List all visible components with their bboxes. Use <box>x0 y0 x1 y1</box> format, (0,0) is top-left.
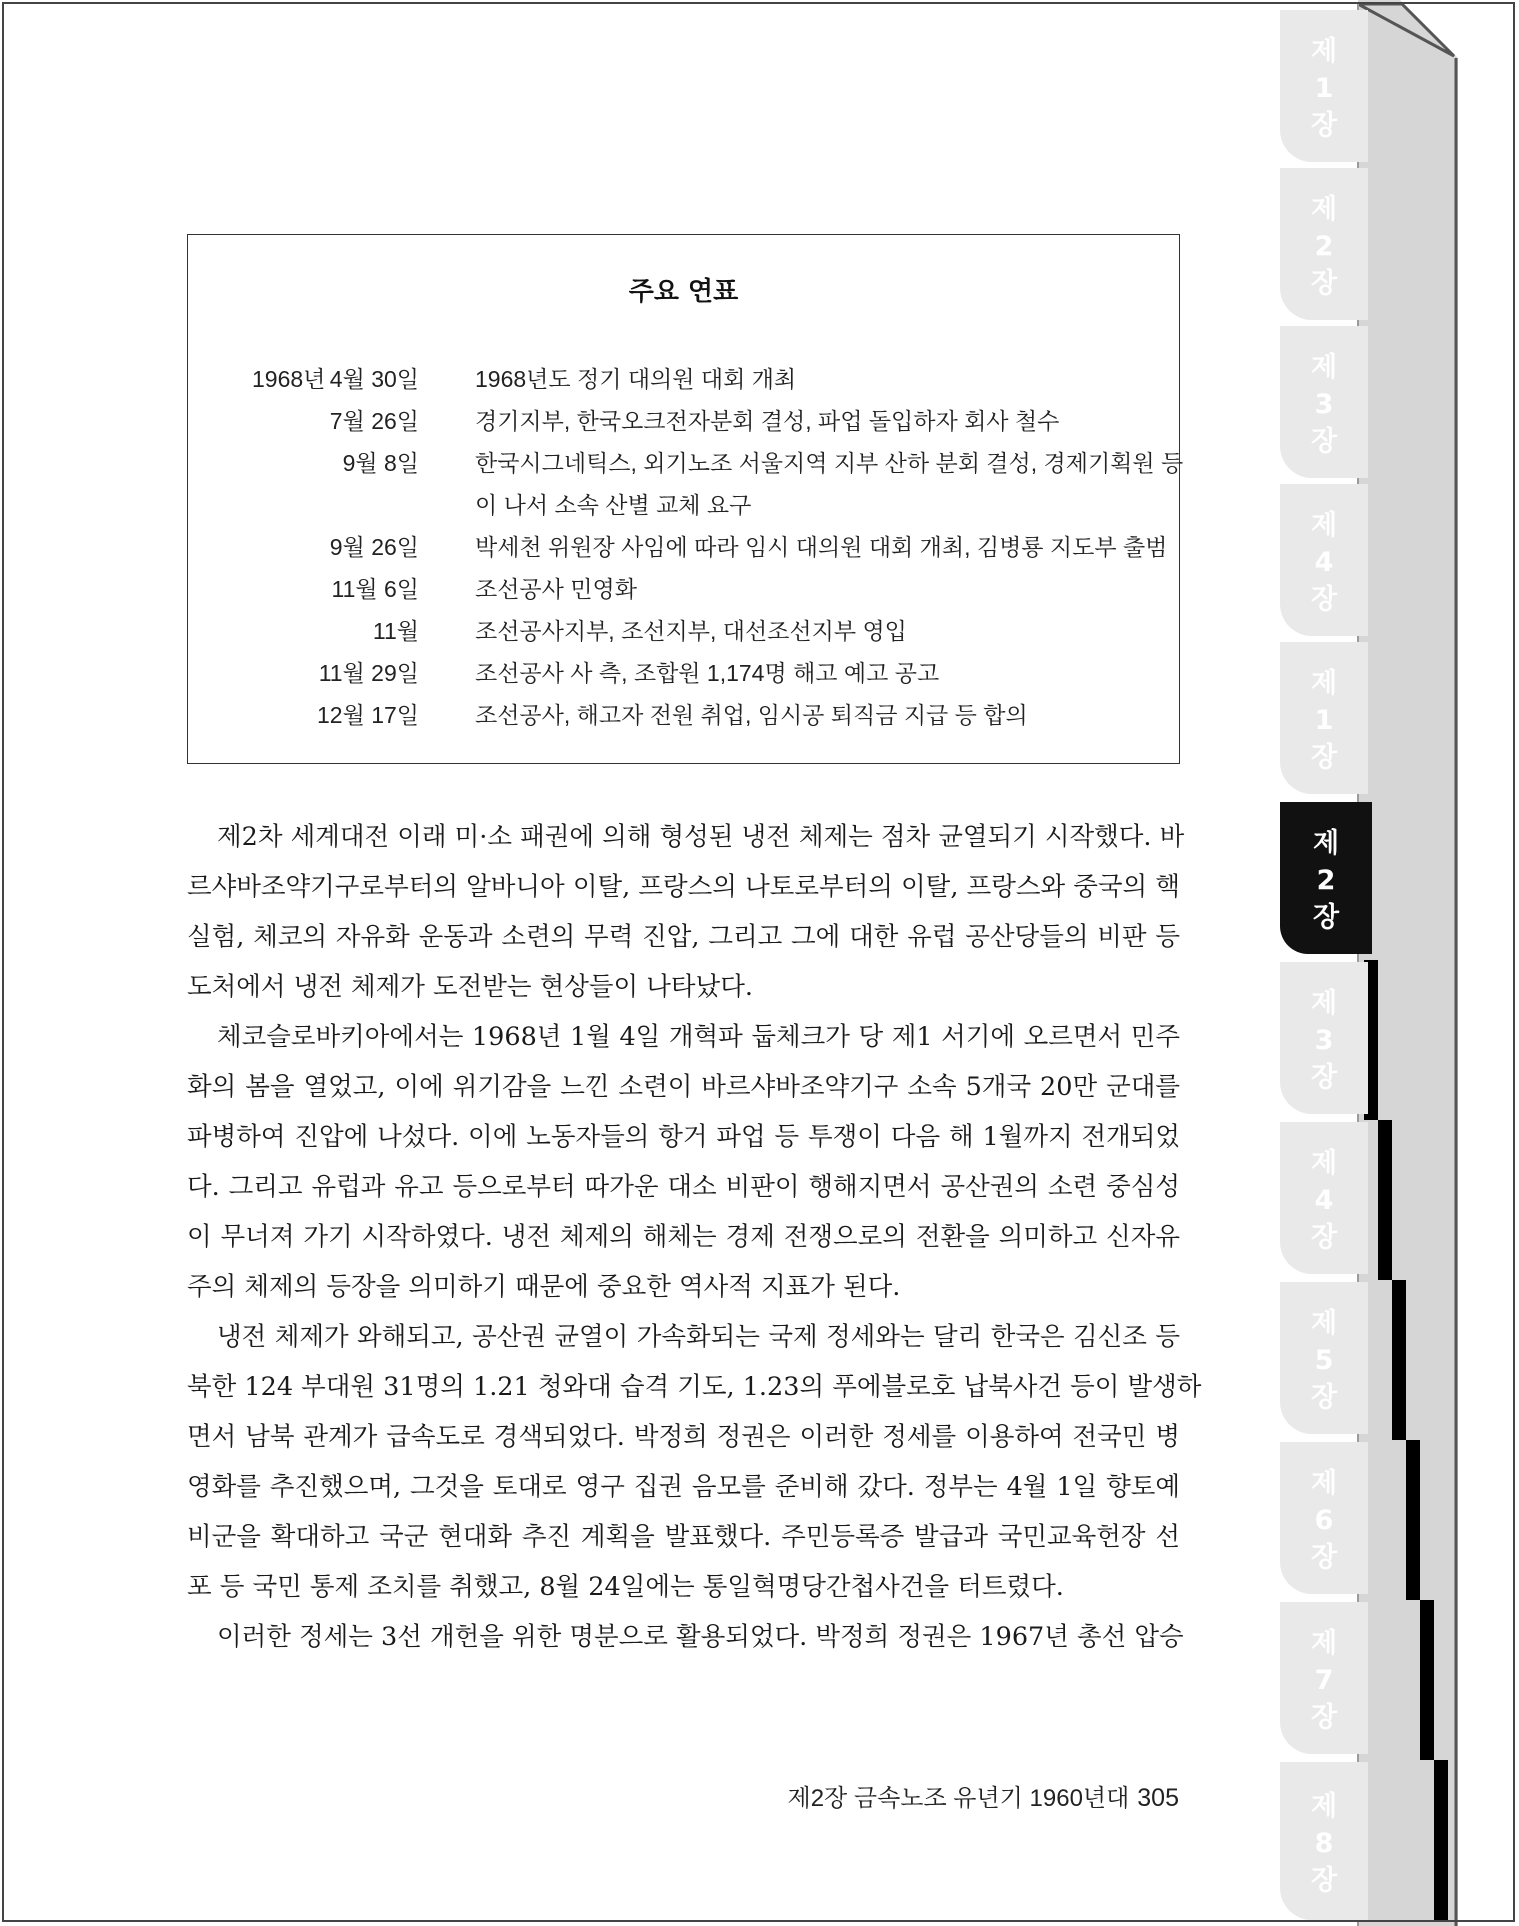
tab-label: 장 <box>1312 901 1340 933</box>
chronology-date: 12월 17일 <box>317 702 419 728</box>
chronology-date: 11월 <box>372 618 419 644</box>
tab-number: 2 <box>1314 230 1334 262</box>
tab-label: 제 <box>1310 667 1338 699</box>
tab-label: 제 <box>1310 987 1338 1019</box>
tab-label: 장 <box>1310 1541 1338 1573</box>
tab-label: 장 <box>1310 583 1338 615</box>
chronology-row <box>188 481 1179 523</box>
body-line: 영화를 추진했으며, 그것을 토대로 영구 집권 음모를 준비해 갔다. 정부는 4월 1일 향토예 <box>187 1472 1180 1502</box>
chronology-row <box>188 439 1184 481</box>
tab-label: 제 <box>1310 509 1338 541</box>
tab-number: 4 <box>1314 546 1334 578</box>
tab-number: 1 <box>1314 72 1334 104</box>
body-line: 르샤바조약기구로부터의 알바니아 이탈, 프랑스의 나토로부터의 이탈, 프랑스와 중국의 핵 <box>187 872 1180 902</box>
tab-label: 장 <box>1310 1221 1338 1253</box>
tab-label: 제 <box>1310 1790 1338 1822</box>
chronology-event: 조선공사 사 측, 조합원 1,174명 해고 예고 공고 <box>475 660 940 686</box>
tab-label: 장 <box>1310 425 1338 457</box>
chapter-tab[interactable] <box>1280 962 1368 1114</box>
chapter-tab[interactable] <box>1280 1602 1368 1754</box>
tab-number: 8 <box>1314 1827 1334 1859</box>
running-title: 제2장 금속노조 유년기 1960년대 <box>787 1785 1130 1812</box>
chronology-date: 11월 29일 <box>318 660 419 686</box>
body-line: 도처에서 냉전 체제가 도전받는 현상들이 나타났다. <box>187 972 753 1002</box>
chapter-tab[interactable] <box>1280 1122 1368 1274</box>
chapter-tab[interactable] <box>1280 1442 1368 1594</box>
page-footer <box>788 1778 1179 1813</box>
tab-number: 3 <box>1314 1024 1334 1056</box>
chronology-event: 1968년도 정기 대의원 대회 개최 <box>475 366 797 392</box>
tab-label: 제 <box>1310 35 1338 67</box>
tab-label: 제 <box>1312 827 1340 859</box>
body-line: 면서 남북 관계가 급속도로 경색되었다. 박정희 정권은 이러한 정세를 이용하여 전국민 병 <box>187 1422 1180 1452</box>
tab-number: 7 <box>1314 1664 1334 1696</box>
chronology-rows <box>188 355 1184 733</box>
tab-label: 장 <box>1310 267 1338 299</box>
body-line: 제2차 세계대전 이래 미·소 패권에 의해 형성된 냉전 체제는 점차 균열되기 시작했다. 바 <box>217 822 1185 852</box>
tab-number: 6 <box>1314 1504 1334 1536</box>
tab-label: 장 <box>1310 741 1338 773</box>
chapter-tab[interactable] <box>1280 642 1368 794</box>
body-line: 주의 체제의 등장을 의미하기 때문에 중요한 역사적 지표가 된다. <box>187 1272 901 1302</box>
chapter-tab[interactable] <box>1280 484 1368 636</box>
tab-label: 제 <box>1310 1147 1338 1179</box>
chronology-row <box>188 649 1179 691</box>
body-line: 냉전 체제가 와해되고, 공산권 균열이 가속화되는 국제 정세와는 달리 한국은 김신조 등 <box>217 1322 1180 1352</box>
tab-number: 3 <box>1314 388 1334 420</box>
tab-number: 2 <box>1316 864 1336 896</box>
chronology-row <box>188 523 1179 565</box>
chapter-tab[interactable] <box>1280 1762 1368 1920</box>
tab-number: 5 <box>1314 1344 1334 1376</box>
tab-label: 제 <box>1310 1627 1338 1659</box>
body-line: 이 무너져 가기 시작하였다. 냉전 체제의 해체는 경제 전쟁으로의 전환을 의미하고 신자유 <box>187 1222 1180 1252</box>
body-line: 화의 봄을 열었고, 이에 위기감을 느낀 소련이 바르샤바조약기구 소속 5개국 20만 군대를 <box>187 1072 1180 1102</box>
chronology-event: 조선공사 민영화 <box>475 576 637 602</box>
page-number: 305 <box>1137 1784 1179 1812</box>
chapter-tab[interactable] <box>1280 10 1368 162</box>
chronology-event: 경기지부, 한국오크전자분회 결성, 파업 돌입하자 회사 철수 <box>475 408 1060 434</box>
body-line: 비군을 확대하고 국군 현대화 추진 계획을 발표했다. 주민등록증 발급과 국민교육헌장 선 <box>187 1522 1180 1552</box>
body-line: 체코슬로바키아에서는 1968년 1월 4일 개혁파 둡체크가 당 제1 서기에 오르면서 민주 <box>217 1022 1180 1052</box>
body-line: 다. 그리고 유럽과 유고 등으로부터 따가운 대소 비판이 행해지면서 공산권의 소련 중심성 <box>187 1172 1180 1202</box>
body-line: 파병하여 진압에 나섰다. 이에 노동자들의 항거 파업 등 투쟁이 다음 해 1월까지 전개되었 <box>187 1122 1180 1152</box>
body-line: 실험, 체코의 자유화 운동과 소련의 무력 진압, 그리고 그에 대한 유럽 공산당들의 비판 등 <box>187 922 1180 952</box>
chapter-tab[interactable] <box>1280 168 1368 320</box>
chronology-row <box>188 607 1179 649</box>
chronology-date: 7월 26일 <box>329 408 419 434</box>
chapter-tab[interactable] <box>1280 1282 1368 1434</box>
tab-label: 제 <box>1310 193 1338 225</box>
chronology-date: 9월 8일 <box>342 450 419 476</box>
tab-label: 제 <box>1310 1307 1338 1339</box>
chronology-box <box>187 234 1184 764</box>
body-line: 북한 124 부대원 31명의 1.21 청와대 습격 기도, 1.23의 푸에블로호 납북사건 등이 발생하 <box>187 1372 1202 1402</box>
tab-label: 장 <box>1310 1061 1338 1093</box>
tab-label: 제 <box>1310 1467 1338 1499</box>
tab-label: 장 <box>1310 1701 1338 1733</box>
chronology-row <box>188 565 1179 607</box>
tab-label: 장 <box>1310 1381 1338 1413</box>
chronology-date: 9월 26일 <box>329 534 419 560</box>
body-text <box>187 812 1202 1662</box>
chronology-row <box>188 355 1179 397</box>
chronology-event: 이 나서 소속 산별 교체 요구 <box>475 492 752 518</box>
tab-label: 장 <box>1310 1864 1338 1896</box>
tab-number: 1 <box>1314 704 1334 736</box>
chapter-tab-active[interactable] <box>1280 802 1372 954</box>
chronology-date: 4월 30일 <box>329 366 419 392</box>
chronology-event: 박세천 위원장 사임에 따라 임시 대의원 대회 개최, 김병룡 지도부 출범 <box>475 534 1168 560</box>
body-line: 이러한 정세는 3선 개헌을 위한 명분으로 활용되었다. 박정희 정권은 1967년 총선 압승 <box>217 1622 1184 1652</box>
tab-number: 4 <box>1314 1184 1334 1216</box>
tab-label: 장 <box>1310 109 1338 141</box>
chronology-title: 주요 연표 <box>628 277 739 307</box>
chronology-event: 한국시그네틱스, 외기노조 서울지역 지부 산하 분회 결성, 경제기획원 등 <box>475 450 1184 476</box>
chronology-event: 조선공사지부, 조선지부, 대선조선지부 영입 <box>475 618 907 644</box>
chapter-tab[interactable] <box>1280 326 1368 478</box>
tab-label: 제 <box>1310 351 1338 383</box>
chronology-row <box>188 691 1179 733</box>
chronology-date: 11월 6일 <box>331 576 419 602</box>
chronology-row <box>188 397 1179 439</box>
body-line: 포 등 국민 통제 조치를 취했고, 8월 24일에는 통일혁명당간첩사건을 터트렸다. <box>187 1572 1064 1602</box>
chronology-year: 1968년 <box>252 366 326 392</box>
chronology-event: 조선공사, 해고자 전원 취업, 임시공 퇴직금 지급 등 합의 <box>475 702 1028 728</box>
